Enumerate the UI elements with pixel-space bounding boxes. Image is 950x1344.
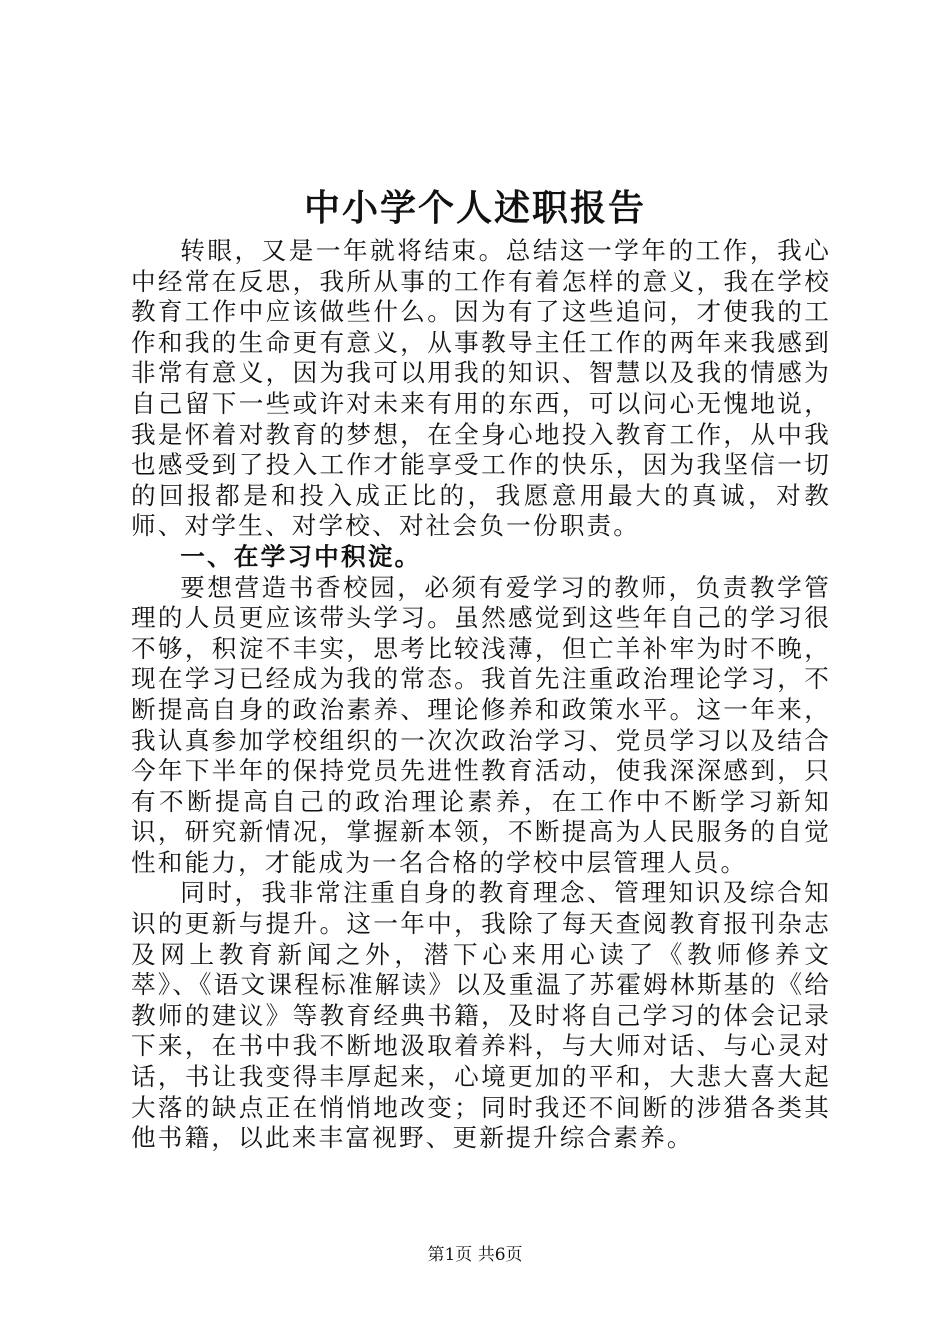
section-heading-learning: 一、在学习中积淀。 <box>180 541 422 571</box>
paragraph-intro: 转眼，又是一年就将结束。总结这一学年的工作，我心中经常在反思，我所从事的工作有着怎样的意义，我在学校教育工作中应该做些什么。因为有了这些追问，才使我的工作和我的生命更有意义，从事教导主任工作的两年来我感到非常有意义，因为我可以用我的知识、智慧以及我的情感为自己留下一些或许对未来有用的东西，可以问心无愧地说，我是怀着对教育的梦想，在全身心地投入教育工作，从中我也感受到了投入工作才能享受工作的快乐，因为我坚信一切的回报都是和投入成正比的，我愿意用最大的真诚，对教师、对学生、对学校、对社会负一份职责。 <box>131 236 831 541</box>
paragraph-learning: 要想营造书香校园，必须有爱学习的教师，负责教学管理的人员更应该带头学习。虽然感觉到这些年自己的学习很不够，积淀不丰实，思考比较浅薄，但亡羊补牢为时不晚，现在学习已经成为我的常态。我首先注重政治理论学习，不断提高自身的政治素养、理论修养和政策水平。这一年来，我认真参加学校组织的一次次政治学习、党员学习以及结合今年下半年的保持党员先进性教育活动，使我深深感到，只有不断提高自己的政治理论素养，在工作中不断学习新知识，研究新情况，掌握新本领，不断提高为人民服务的自觉性和能力，才能成为一名合格的学校中层管理人员。 <box>131 572 831 877</box>
document-body <box>131 236 831 1154</box>
document-title: 中小学个人述职报告 <box>303 187 646 229</box>
page-footer: 第1页 共6页 <box>427 1245 523 1265</box>
paragraph-knowledge-update: 同时，我非常注重自身的教育理念、管理知识及综合知识的更新与提升。这一年中，我除了每天查阅教育报刊杂志及网上教育新闻之外，潜下心来用心读了《教师修养文萃》、《语文课程标准解读》以及重温了苏霍姆林斯基的《给教师的建议》等教育经典书籍，及时将自己学习的体会记录下来，在书中我不断地汲取着养料，与大师对话、与心灵对话，书让我变得丰厚起来，心境更加的平和，大悲大喜大起大落的缺点正在悄悄地改变；同时我还不间断的涉猎各类其他书籍，以此来丰富视野、更新提升综合素养。 <box>131 878 831 1153</box>
